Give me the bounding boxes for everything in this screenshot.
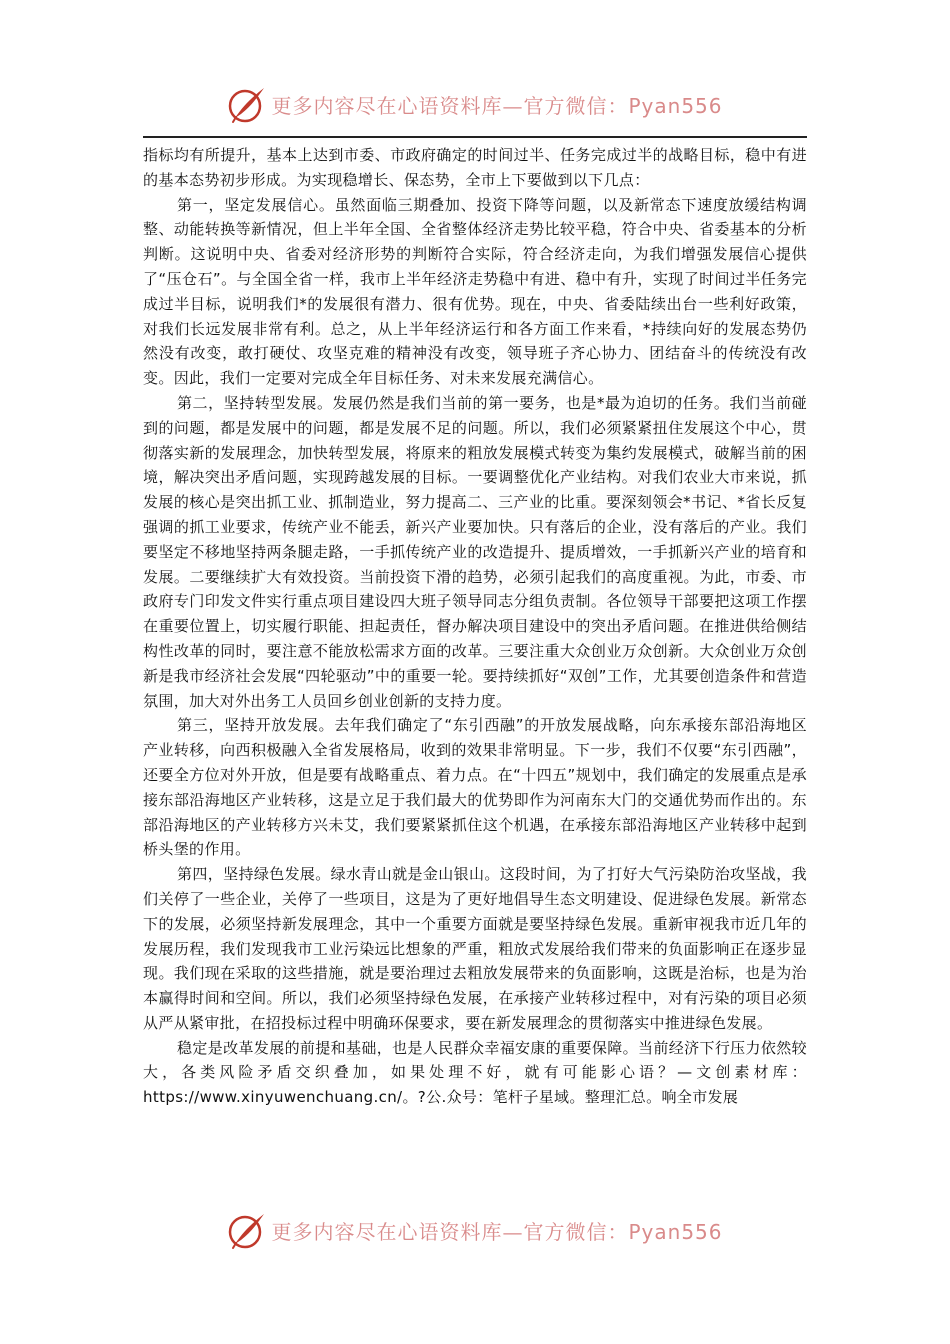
header-rule [143, 136, 807, 138]
paragraph-first-point: 第一，坚定发展信心。虽然面临三期叠加、投资下降等问题，以及新常态下速度放缓结构调整、动能转换等新情况，但上半年全国、全省整体经济走势比较平稳，符合中央、省委基本的分析判断。这说明中央、省委对经济形势的判断符合实际，符合经济走向，为我们增强发展信心提供了“压仓石”。与全国全省一样，我市上半年经济走势稳中有进、稳中有升，实现了时间过半任务完成过半目标，说明我们*的发展很有潜力、很有优势。现在，中央、省委陆续出台一些利好政策，对我们长远发展非常有利。总之，从上半年经济运行和各方面工作来看，*持续向好的发展态势仍然没有改变，敢打硬仗、攻坚克难的精神没有改变，领导班子齐心协力、团结奋斗的传统没有改变。因此，我们一定要对完成全年目标任务、对未来发展充满信心。 [143, 195, 807, 388]
document-body [143, 143, 807, 1110]
header-banner [0, 82, 950, 126]
quill-pen-logo-icon [227, 1210, 267, 1250]
paragraph-fourth-point: 第四，坚持绿色发展。绿水青山就是金山银山。这段时间，为了打好大气污染防治攻坚战，我们关停了一些企业，关停了一些项目，这是为了更好地倡导生态文明建设、促进绿色发展。新常态下的发展，必须坚持新发展理念，其中一个重要方面就是要坚持绿色发展。重新审视我市近几年的发展历程，我们发现我市工业污染远比想象的严重，粗放式发展给我们带来的负面影响正在逐步显现。我们现在采取的这些措施，就是要治理过去粗放发展带来的负面影响，这既是治标，也是为治本赢得时间和空间。所以，我们必须坚持绿色发展，在承接产业转移过程中，对有污染的项目必须从严从紧审批，在招投标过程中明确环保要求，要在新发展理念的贯彻落实中推进绿色发展。 [143, 865, 807, 1032]
wechat-id: Pyan556 [628, 1219, 723, 1244]
paragraph-stability: 稳定是改革发展的前提和基础，也是人民群众幸福安康的重要保障。当前经济下行压力依然较大，各类风险矛盾交织叠加，如果处理不好，就有可能影心语？—文创素材库：https://www.xinyuwenchuang.cn/。?公.众号：笔杆子星域。整理汇总。响全市发展 [143, 1038, 807, 1107]
quill-pen-logo-icon [227, 84, 267, 124]
banner-text: 更多内容尽在心语资料库—官方微信：Pyan556 [271, 93, 723, 118]
wechat-id: Pyan556 [628, 93, 723, 118]
footer-banner [0, 1208, 950, 1252]
paragraph-second-point: 第二，坚持转型发展。发展仍然是我们当前的第一要务，也是*最为迫切的任务。我们当前碰到的问题，都是发展中的问题，都是发展不足的问题。所以，我们必须紧紧扭住发展这个中心，贯彻落实新的发展理念，加快转型发展，将原来的粗放发展模式转变为集约发展模式，破解当前的困境，解决突出矛盾问题，实现跨越发展的目标。一要调整优化产业结构。对我们农业大市来说，抓发展的核心是突出抓工业、抓制造业，努力提高二、三产业的比重。要深刻领会*书记、*省长反复强调的抓工业要求，传统产业不能丢，新兴产业要加快。只有落后的企业，没有落后的产业。我们要坚定不移地坚持两条腿走路，一手抓传统产业的改造提升、提质增效，一手抓新兴产业的培育和发展。二要继续扩大有效投资。当前投资下滑的趋势，必须引起我们的高度重视。为此，市委、市政府专门印发文件实行重点项目建设四大班子领导同志分组负责制。各位领导干部要把这项工作摆在重要位置上，切实履行职能、担起责任，督办解决项目建设中的突出矛盾问题。在推进供给侧结构性改革的同时，要注意不能放松需求方面的改革。三要注重大众创业万众创新。大众创业万众创新是我市经济社会发展“四轮驱动”中的重要一轮。要持续抓好“双创”工作，尤其要创造条件和营造氛围，加大对外出务工人员回乡创业创新的支持力度。 [143, 393, 807, 710]
banner-text: 更多内容尽在心语资料库—官方微信：Pyan556 [271, 1219, 723, 1244]
paragraph-third-point: 第三，坚持开放发展。去年我们确定了“东引西融”的开放发展战略，向东承接东部沿海地区产业转移，向西积极融入全省发展格局，收到的效果非常明显。下一步，我们不仅要“东引西融”，还要全方位对外开放，但是要有战略重点、着力点。在“十四五”规划中，我们确定的发展重点是承接东部沿海地区产业转移，这是立足于我们最大的优势即作为河南东大门的交通优势而作出的。东部沿海地区的产业转移方兴未艾，我们要紧紧抓住这个机遇，在承接东部沿海地区产业转移中起到桥头堡的作用。 [143, 716, 807, 859]
paragraph-intro: 指标均有所提升，基本上达到市委、市政府确定的时间过半、任务完成过半的战略目标，稳中有进的基本态势初步形成。为实现稳增长、保态势，全市上下要做到以下几点： [143, 146, 807, 189]
